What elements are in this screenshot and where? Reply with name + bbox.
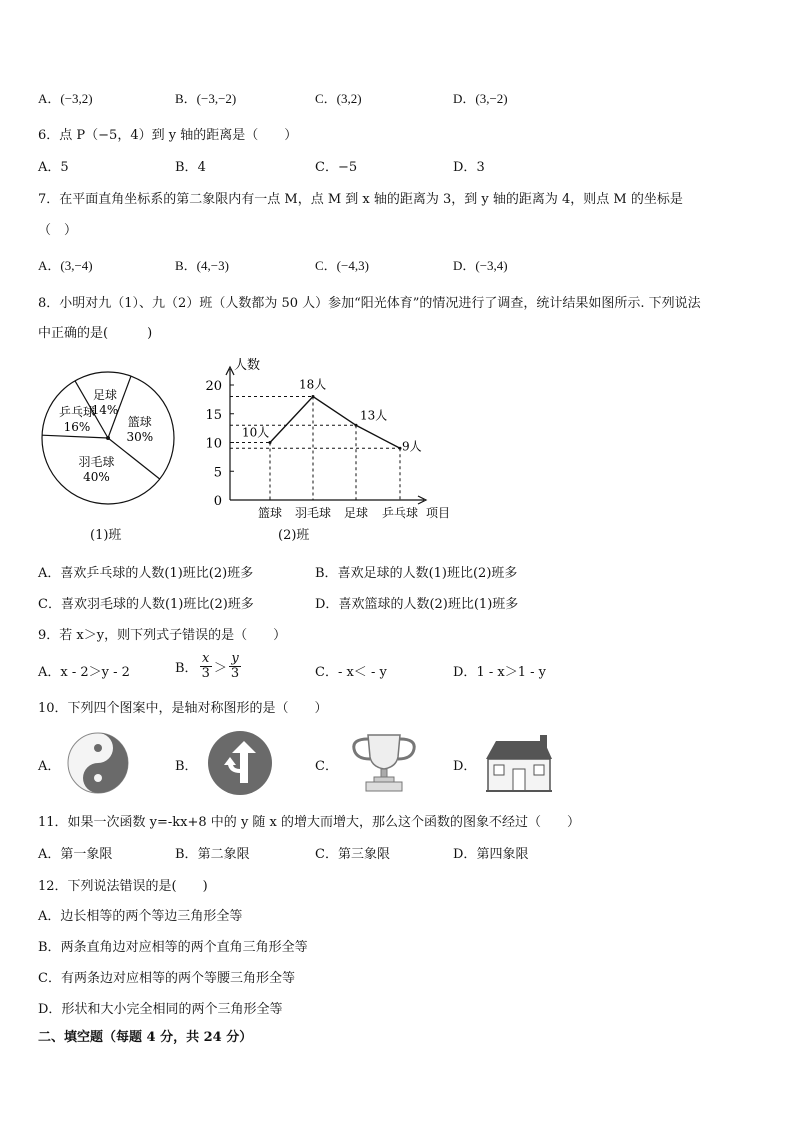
series-point	[355, 424, 358, 427]
y-tick-label: 5	[213, 465, 222, 481]
q11-option-d: D．第四象限	[453, 847, 529, 862]
q8-option-a: A．喜欢乒乓球的人数(1)班比(2)班多	[38, 566, 254, 581]
q12-option-a: A．边长相等的两个等边三角形全等	[38, 909, 243, 924]
q5-option-d: D．(3,−2)	[453, 91, 508, 106]
pie-slice-label: 篮球	[127, 415, 152, 430]
pie-caption: (1)班	[90, 528, 122, 543]
series-line	[270, 397, 400, 449]
q9-stem: 9．若 x＞y，则下列式子错误的是（ ）	[38, 628, 287, 643]
y-tick-label: 20	[205, 379, 222, 394]
q10-stem: 10．下列四个图案中，是轴对称图形的是（ ）	[38, 701, 328, 716]
q8-option-d: D．喜欢篮球的人数(2)班比(1)班多	[315, 597, 519, 612]
q6-option-b: B．4	[175, 160, 206, 175]
q7-stem-line2: （ ）	[38, 223, 78, 238]
q6-option-d: D．3	[453, 160, 485, 175]
x-tick-label: 篮球	[257, 506, 283, 520]
q5-option-a: A．(−3,2)	[38, 91, 93, 106]
x-tick-label: 羽毛球	[294, 506, 332, 520]
pie-chart-class1	[38, 360, 188, 520]
pie-slice-value: 16%	[63, 420, 91, 435]
trophy-icon	[344, 729, 424, 795]
x-tick-label: 足球	[343, 506, 369, 520]
point-label: 10人	[242, 425, 270, 440]
y-tick-label: 10	[205, 436, 222, 452]
pie-slice-value: 14%	[91, 402, 119, 417]
q8-option-c: C．喜欢羽毛球的人数(1)班比(2)班多	[38, 597, 254, 612]
y-axis-label: 人数	[234, 358, 261, 373]
q6-option-a: A．5	[38, 160, 69, 175]
q7-option-d: D．(−3,4)	[453, 258, 508, 273]
point-label: 18人	[299, 377, 327, 392]
q9-option-c: C．- x＜ - y	[315, 665, 387, 680]
line-series	[269, 395, 402, 450]
q12-stem: 12．下列说法错误的是( )	[38, 879, 208, 894]
q10-option-c-label: C．	[315, 759, 338, 774]
series-point	[269, 441, 272, 444]
y-tick-label: 15	[205, 407, 222, 423]
pie-slice-label: 足球	[92, 387, 118, 402]
q11-stem: 11．如果一次函数 y=-kx+8 中的 y 随 x 的增大而增大，那么这个函数的图象不经过（ ）	[38, 815, 581, 830]
pie-slice-label: 乒乓球	[58, 405, 96, 420]
q7-option-c: C．(−4,3)	[315, 258, 369, 273]
road-sign-icon	[206, 729, 274, 797]
pie-slice-label: 羽毛球	[78, 454, 115, 469]
q7-option-a: A．(3,−4)	[38, 258, 93, 273]
line-chart-class2	[198, 355, 468, 525]
section2-title: 二、填空题（每题 4 分，共 24 分）	[38, 1030, 253, 1045]
q9-option-a: A．x - 2＞y - 2	[38, 665, 130, 680]
pie-slice-value: 30%	[126, 430, 154, 445]
x-tick-label: 乒乓球	[381, 506, 419, 520]
series-point	[312, 395, 315, 398]
q7-option-b: B．(4,−3)	[175, 258, 229, 273]
pie-slice-value: 40%	[83, 469, 110, 484]
q8-stem-line1: 8．小明对九（1）、九（2）班（人数都为 50 人）参加“阳光体育”的情况进行了调查，统计结果如图所示. 下列说法	[38, 296, 701, 311]
q11-option-b: B．第二象限	[175, 847, 250, 862]
point-label: 13人	[360, 408, 388, 423]
q9-option-b: B． x 3 ＞ y 3	[175, 651, 240, 681]
pie-center	[106, 436, 110, 440]
house-icon	[482, 731, 556, 795]
q5-option-b: B．(−3,−2)	[175, 91, 237, 106]
y-tick-label: 0	[213, 494, 222, 509]
yin-yang-icon	[66, 731, 130, 795]
q12-option-c: C．有两条边对应相等的两个等腰三角形全等	[38, 971, 295, 986]
q12-option-b: B．两条直角边对应相等的两个直角三角形全等	[38, 940, 308, 955]
q6-option-c: C．−5	[315, 160, 358, 175]
q5-option-c: C．(3,2)	[315, 91, 362, 106]
line-caption: (2)班	[278, 528, 310, 543]
q9-option-d: D．1 - x＞1 - y	[453, 665, 546, 680]
q10-option-a-label: A．	[38, 759, 61, 774]
point-label: 9人	[402, 439, 422, 454]
fraction-x-over-3: x 3	[201, 651, 210, 681]
q11-option-c: C．第三象限	[315, 847, 390, 862]
x-axis-label: 项目	[426, 506, 451, 520]
q6-stem: 6．点 P（−5，4）到 y 轴的距离是（ ）	[38, 128, 298, 143]
q8-stem-line2: 中正确的是( )	[38, 326, 153, 341]
fraction-y-over-3: y 3	[230, 651, 240, 681]
q10-option-d-label: D．	[453, 759, 477, 774]
q7-stem-line1: 7．在平面直角坐标系的第二象限内有一点 M，点 M 到 x 轴的距离为 3，到 y 轴的距离为 4，则点 M 的坐标是	[38, 192, 683, 207]
q8-option-b: B．喜欢足球的人数(1)班比(2)班多	[315, 566, 518, 581]
q11-option-a: A．第一象限	[38, 847, 113, 862]
q10-option-b-label: B．	[175, 759, 198, 774]
q12-option-d: D．形状和大小完全相同的两个三角形全等	[38, 1002, 283, 1017]
